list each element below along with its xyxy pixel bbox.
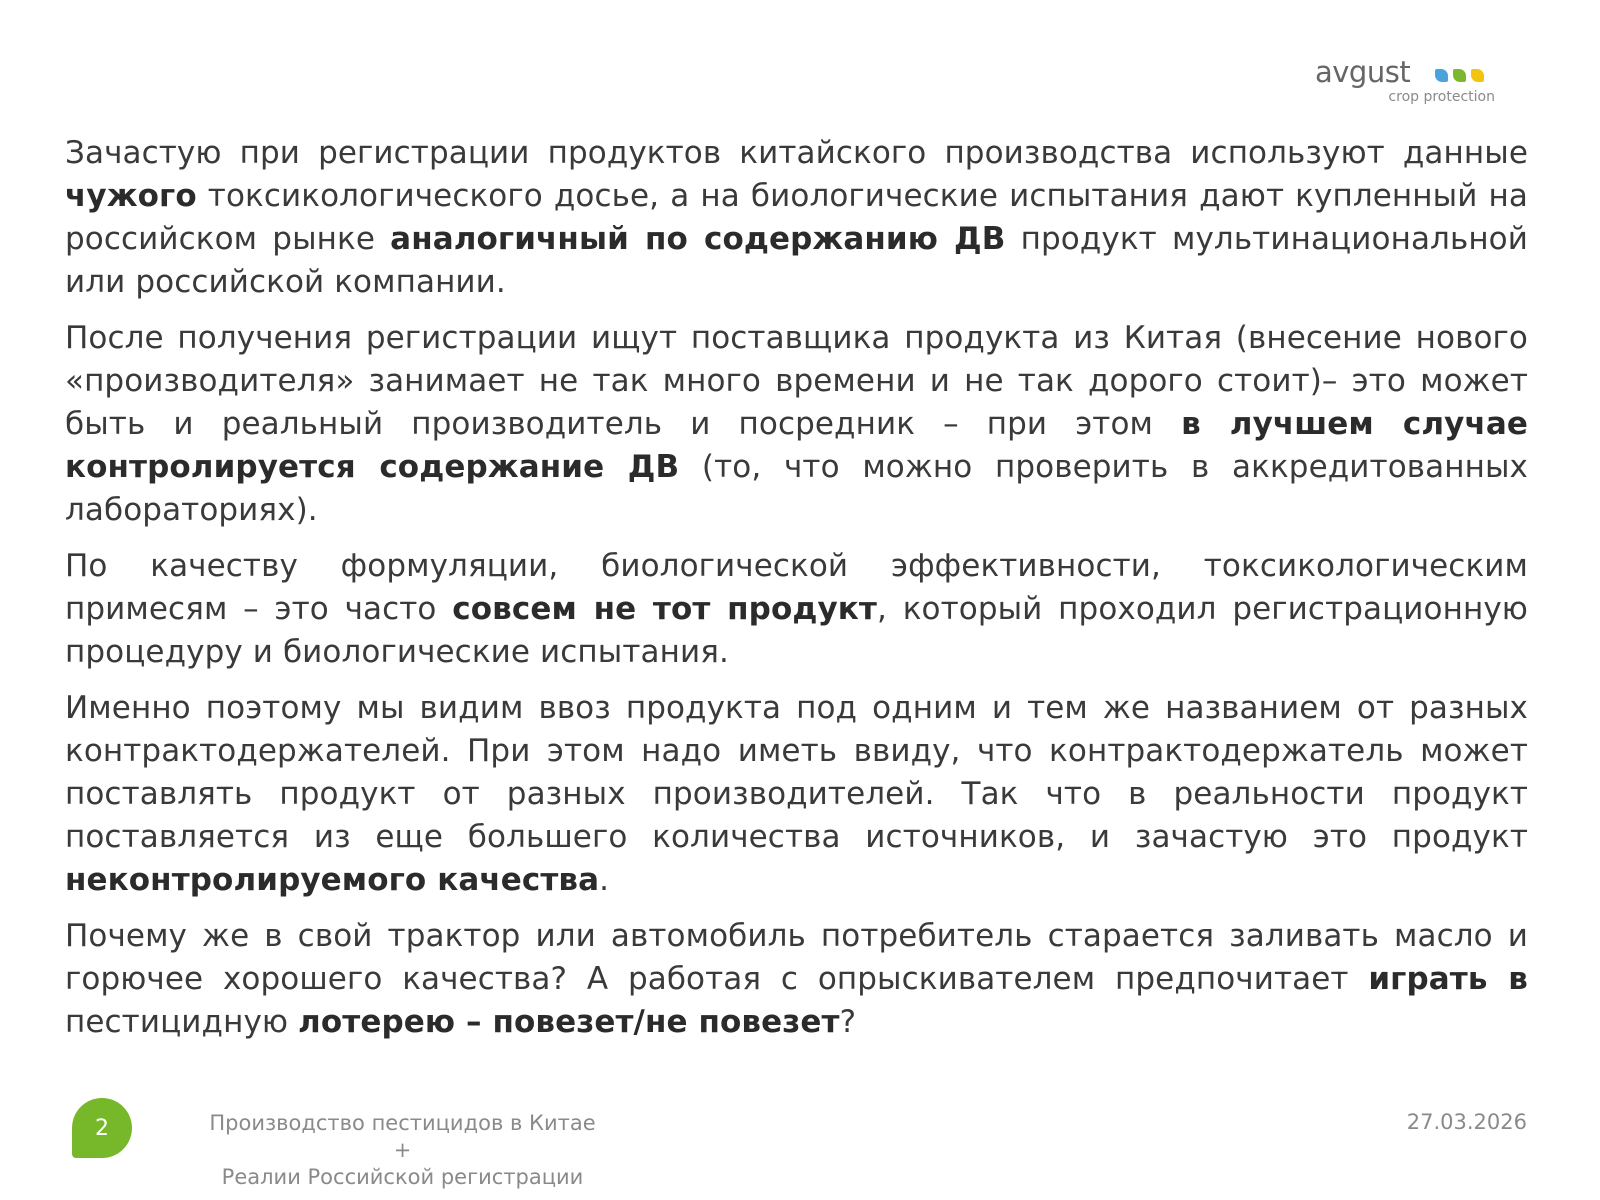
paragraph — [65, 132, 1528, 304]
page-number: 2 — [95, 1115, 109, 1141]
text-run: Почему же в свой трактор или автомобиль потребитель старается заливать масло и горючее хорошего качества? А работая с опрыскивателем предпочитает — [65, 918, 1528, 997]
text-run: ? — [839, 1004, 857, 1040]
logo-dot-blue-icon — [1435, 69, 1448, 82]
footer-date: 27.03.2026 — [1406, 1110, 1527, 1134]
footer-title-line-2: Реалии Российской регистрации — [221, 1165, 584, 1189]
footer-title — [200, 1110, 605, 1191]
page-number-badge — [72, 1098, 132, 1158]
text-run: Именно поэтому мы видим ввоз продукта под одним и тем же названием от разных контрактодержателей. При этом надо иметь ввиду, что контрактодержатель может поставлять продукт от разных производителей. Так что в реальности продукт поставляется из еще большего количества источников, и зачастую это продукт — [65, 690, 1528, 855]
paragraph — [65, 687, 1528, 902]
text-run: После получения регистрации ищут поставщика продукта из Китая (внесение нового «производителя» занимает не так много времени и не так дорого стоит)– это может быть и реальный производитель и посредник – при этом — [65, 320, 1528, 442]
paragraph — [65, 317, 1528, 532]
bold-text-run: чужого — [65, 178, 197, 214]
logo-dot-green-icon — [1453, 69, 1466, 82]
logo-dots-icon — [1435, 69, 1484, 82]
bold-text-run: лотерею – повезет/не повезет — [298, 1004, 840, 1040]
text-run: продукт мультинациональной или российской компании. — [65, 221, 1528, 300]
bold-text-run: совсем не тот продукт — [452, 591, 877, 627]
logo-wordmark: avgust — [1315, 55, 1411, 89]
text-run: (то, что можно проверить в аккредитованных лабораториях). — [65, 449, 1528, 528]
paragraph — [65, 915, 1528, 1044]
text-run: . — [599, 862, 610, 898]
text-run: Зачастую при регистрации продуктов китайского производства используют данные — [65, 135, 1528, 171]
footer-title-line-1: Производство пестицидов в Китае + — [209, 1111, 596, 1162]
slide-body — [65, 132, 1528, 1057]
text-run: пестицидную — [65, 1004, 299, 1040]
logo-tagline: crop protection — [1388, 89, 1495, 105]
bold-text-run: неконтролируемого качества — [65, 862, 600, 898]
paragraph — [65, 545, 1528, 674]
logo-dot-yellow-icon — [1471, 69, 1484, 82]
text-run: По качеству формуляции, биологической эффективности, токсикологическим примесям – это часто — [65, 548, 1528, 627]
bold-text-run: в лучшем случае контролируется содержание ДВ — [65, 406, 1528, 485]
bold-text-run: аналогичный по содержанию ДВ — [390, 221, 1006, 257]
text-run: , который проходил регистрационную процедуру и биологические испытания. — [65, 591, 1528, 670]
avgust-logo — [1315, 55, 1495, 111]
bold-text-run: играть в — [1368, 961, 1528, 997]
text-run: токсикологического досье, а на биологические испытания дают купленный на российском рынке — [65, 178, 1528, 257]
